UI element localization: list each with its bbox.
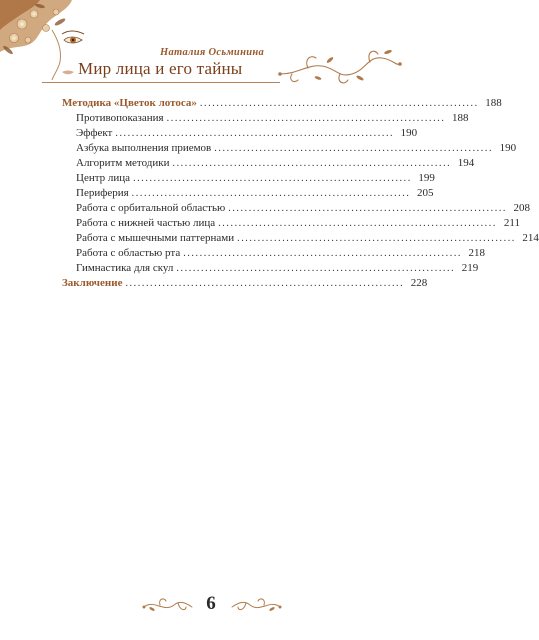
toc-entry-label: Методика «Цветок лотоса» (62, 97, 197, 109)
toc-entry-page: 214 (522, 232, 539, 244)
toc-leader-dots: .................................................................... (228, 203, 508, 214)
toc-entry-page: 190 (400, 127, 418, 139)
toc-entry-label: Алгоритм методики (76, 157, 170, 169)
page-number: 6 (206, 593, 216, 614)
toc-leader-dots: .................................................................... (133, 173, 412, 184)
toc-leader-dots: .................................................................... (125, 278, 405, 289)
toc-leader-dots: .................................................................... (172, 158, 452, 169)
toc-entry-label: Работа с мышечными паттернами (76, 232, 235, 244)
toc-leader-dots: .................................................................... (115, 128, 395, 139)
toc-entry (76, 246, 486, 261)
toc-entry (62, 96, 502, 111)
toc-entry-page: 190 (499, 142, 517, 154)
toc-entry-page: 208 (513, 202, 531, 214)
toc-leader-dots: .................................................................... (199, 98, 479, 109)
toc-entry-page: 188 (451, 112, 469, 124)
toc-leader-dots: .................................................................... (214, 143, 494, 154)
toc-entry-label: Работа с орбитальной областью (76, 202, 226, 214)
toc-entry-page: 194 (457, 157, 475, 169)
toc-entry-label: Азбука выполнения приемов (76, 142, 212, 154)
book-title: Мир лица и его тайны (78, 59, 243, 78)
toc-entry (76, 216, 520, 231)
toc-entry (76, 186, 434, 201)
toc-entry (62, 276, 428, 291)
toc-entry (76, 111, 469, 126)
toc-entry-page: 218 (468, 247, 486, 259)
toc-entry-page: 188 (485, 97, 502, 109)
toc-entry-page: 199 (418, 172, 435, 184)
toc-entry-label: Заключение (62, 277, 123, 289)
toc-entry-page: 205 (416, 187, 434, 199)
toc-leader-dots: .................................................................... (237, 233, 516, 244)
toc-entry-page: 219 (461, 262, 479, 274)
toc-entry-label: Работа с нижней частью лица (76, 217, 216, 229)
toc-entry-label: Эффект (76, 127, 113, 139)
toc-entry (76, 126, 418, 141)
toc-entry (76, 231, 539, 246)
toc-leader-dots: .................................................................... (131, 188, 411, 199)
toc-leader-dots: .................................................................... (176, 263, 456, 274)
toc-entry (76, 171, 435, 186)
toc-entry-page: 228 (410, 277, 428, 289)
toc-entry-label: Центр лица (76, 172, 131, 184)
toc-entry (76, 141, 517, 156)
toc-entry (76, 261, 479, 276)
toc-entry-label: Работа с областью рта (76, 247, 181, 259)
toc-leader-dots: .................................................................... (183, 248, 463, 259)
toc-entry-label: Гимнастика для скул (76, 262, 174, 274)
toc-entry (76, 156, 475, 171)
header-flourish-ornament (278, 44, 404, 88)
author-name: Наталия Осьминина (160, 47, 265, 58)
toc-leader-dots: .................................................................... (166, 113, 446, 124)
header-rule (42, 82, 280, 83)
toc-entry (76, 201, 531, 216)
toc-entry-page: 211 (503, 217, 520, 229)
toc-entry-label: Периферия (76, 187, 129, 199)
toc-entry-label: Противопоказания (76, 112, 164, 124)
toc-leader-dots: .................................................................... (218, 218, 497, 229)
